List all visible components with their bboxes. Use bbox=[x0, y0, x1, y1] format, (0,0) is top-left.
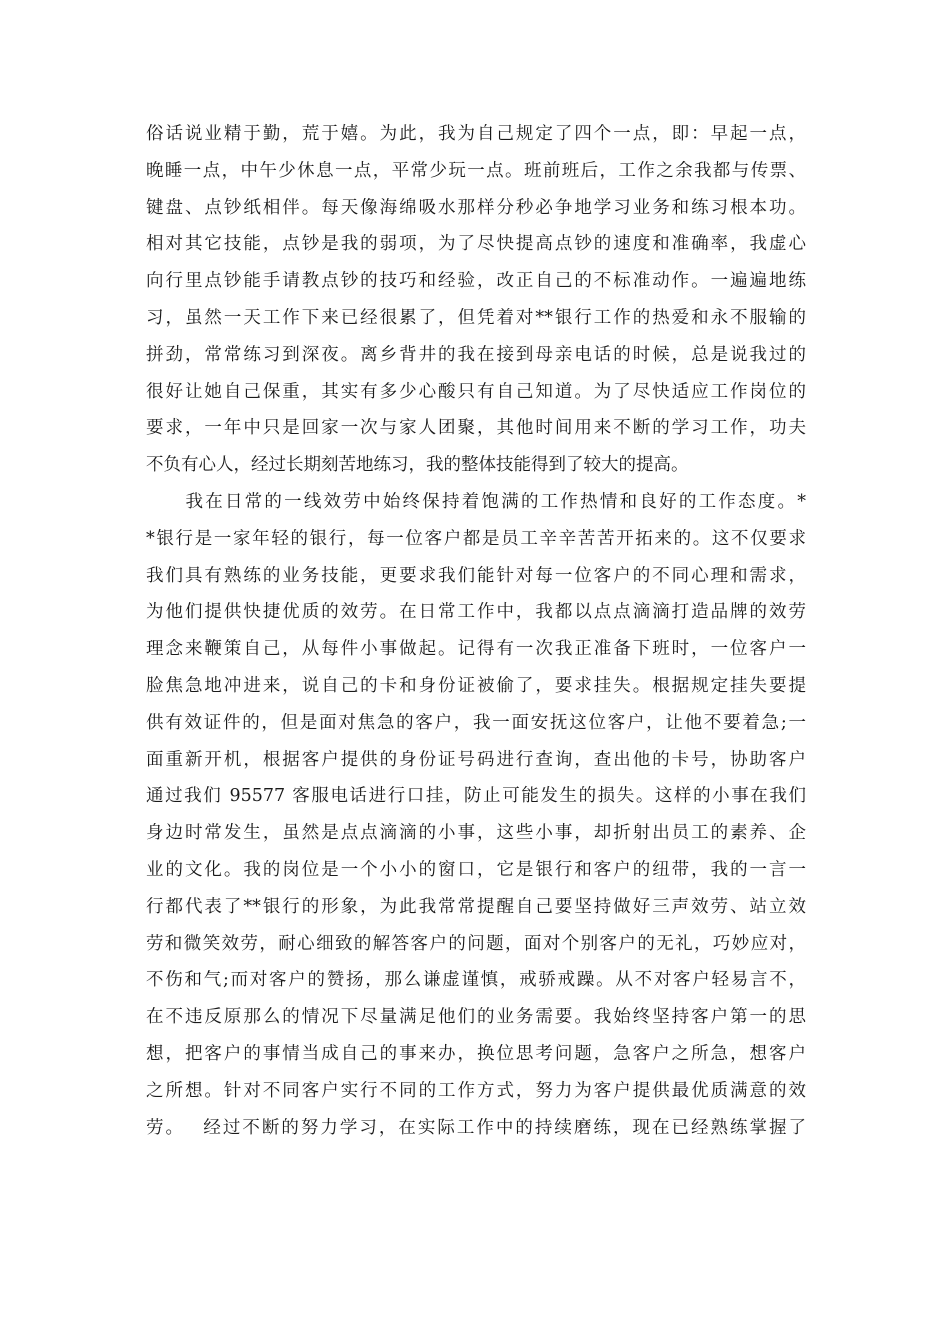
text-line: 俗话说业精于勤，荒于嬉。为此，我为自己规定了四个一点，即：早起一点， bbox=[146, 124, 806, 144]
text-line: 相对其它技能，点钞是我的弱项，为了尽快提高点钞的速度和准确率，我虚心 bbox=[146, 234, 806, 255]
text-line: 通过我们 95577 客服电话进行口挂，防止可能发生的损失。这样的小事在我们 bbox=[146, 786, 806, 807]
text-line: 我在日常的一线效劳中始终保持着饱满的工作热情和良好的工作态度。* bbox=[146, 491, 806, 512]
text-line: 理念来鞭策自己，从每件小事做起。记得有一次我正准备下班时，一位客户一 bbox=[146, 639, 806, 660]
body-text bbox=[146, 116, 806, 1146]
text-line: 在不违反原那么的情况下尽量满足他们的业务需要。我始终坚持客户第一的思 bbox=[146, 1007, 806, 1028]
text-line: 想，把客户的事情当成自己的事来办，换位思考问题，急客户之所急，想客户 bbox=[146, 1043, 806, 1064]
text-line: 不伤和气;而对客户的赞扬，那么谦虚谨慎，戒骄戒躁。从不对客户轻易言不， bbox=[146, 970, 806, 991]
text-line: 之所想。针对不同客户实行不同的工作方式，努力为客户提供最优质满意的效 bbox=[146, 1080, 806, 1101]
text-line: 键盘、点钞纸相伴。每天像海绵吸水那样分秒必争地学习业务和练习根本功。 bbox=[146, 197, 806, 218]
text-line: 习，虽然一天工作下来已经很累了，但凭着对**银行工作的热爱和永不服输的 bbox=[146, 307, 806, 328]
text-line: 身边时常发生，虽然是点点滴滴的小事，这些小事，却折射出员工的素养、企 bbox=[146, 823, 806, 844]
text-line: 面重新开机，根据客户提供的身份证号码进行查询，查出他的卡号，协助客户 bbox=[146, 749, 806, 770]
text-line: 脸焦急地冲进来，说自己的卡和身份证被偷了，要求挂失。根据规定挂失要提 bbox=[146, 675, 806, 696]
text-line: 晚睡一点，中午少休息一点，平常少玩一点。班前班后，工作之余我都与传票、 bbox=[146, 160, 806, 181]
text-line: 拼劲，常常练习到深夜。离乡背井的我在接到母亲电话的时候，总是说我过的 bbox=[146, 344, 806, 365]
text-line: 向行里点钞能手请教点钞的技巧和经验，改正自己的不标准动作。一遍遍地练 bbox=[146, 271, 806, 292]
text-line: 很好让她自己保重，其实有多少心酸只有自己知道。为了尽快适应工作岗位的 bbox=[146, 381, 806, 402]
text-line: 行都代表了**银行的形象，为此我常常提醒自己要坚持做好三声效劳、站立效 bbox=[146, 896, 806, 917]
text-line: 劳。 经过不断的努力学习，在实际工作中的持续磨练，现在已经熟练掌握了 bbox=[146, 1117, 806, 1138]
text-line: 供有效证件的，但是面对焦急的客户，我一面安抚这位客户，让他不要着急;一 bbox=[146, 712, 806, 733]
text-line: 我们具有熟练的业务技能，更要求我们能针对每一位客户的不同心理和需求， bbox=[146, 565, 806, 586]
text-line: 为他们提供快捷优质的效劳。在日常工作中，我都以点点滴滴打造品牌的效劳 bbox=[146, 602, 806, 623]
text-line: *银行是一家年轻的银行，每一位客户都是员工辛辛苦苦开拓来的。这不仅要求 bbox=[146, 528, 806, 549]
text-line: 劳和微笑效劳，耐心细致的解答客户的问题，面对个别客户的无礼，巧妙应对， bbox=[146, 933, 806, 954]
text-line: 不负有心人，经过长期刻苦地练习，我的整体技能得到了较大的提高。 bbox=[146, 455, 689, 476]
text-line: 业的文化。我的岗位是一个小小的窗口，它是银行和客户的纽带，我的一言一 bbox=[146, 859, 806, 880]
text-line: 要求，一年中只是回家一次与家人团聚，其他时间用来不断的学习工作，功夫 bbox=[146, 418, 806, 439]
